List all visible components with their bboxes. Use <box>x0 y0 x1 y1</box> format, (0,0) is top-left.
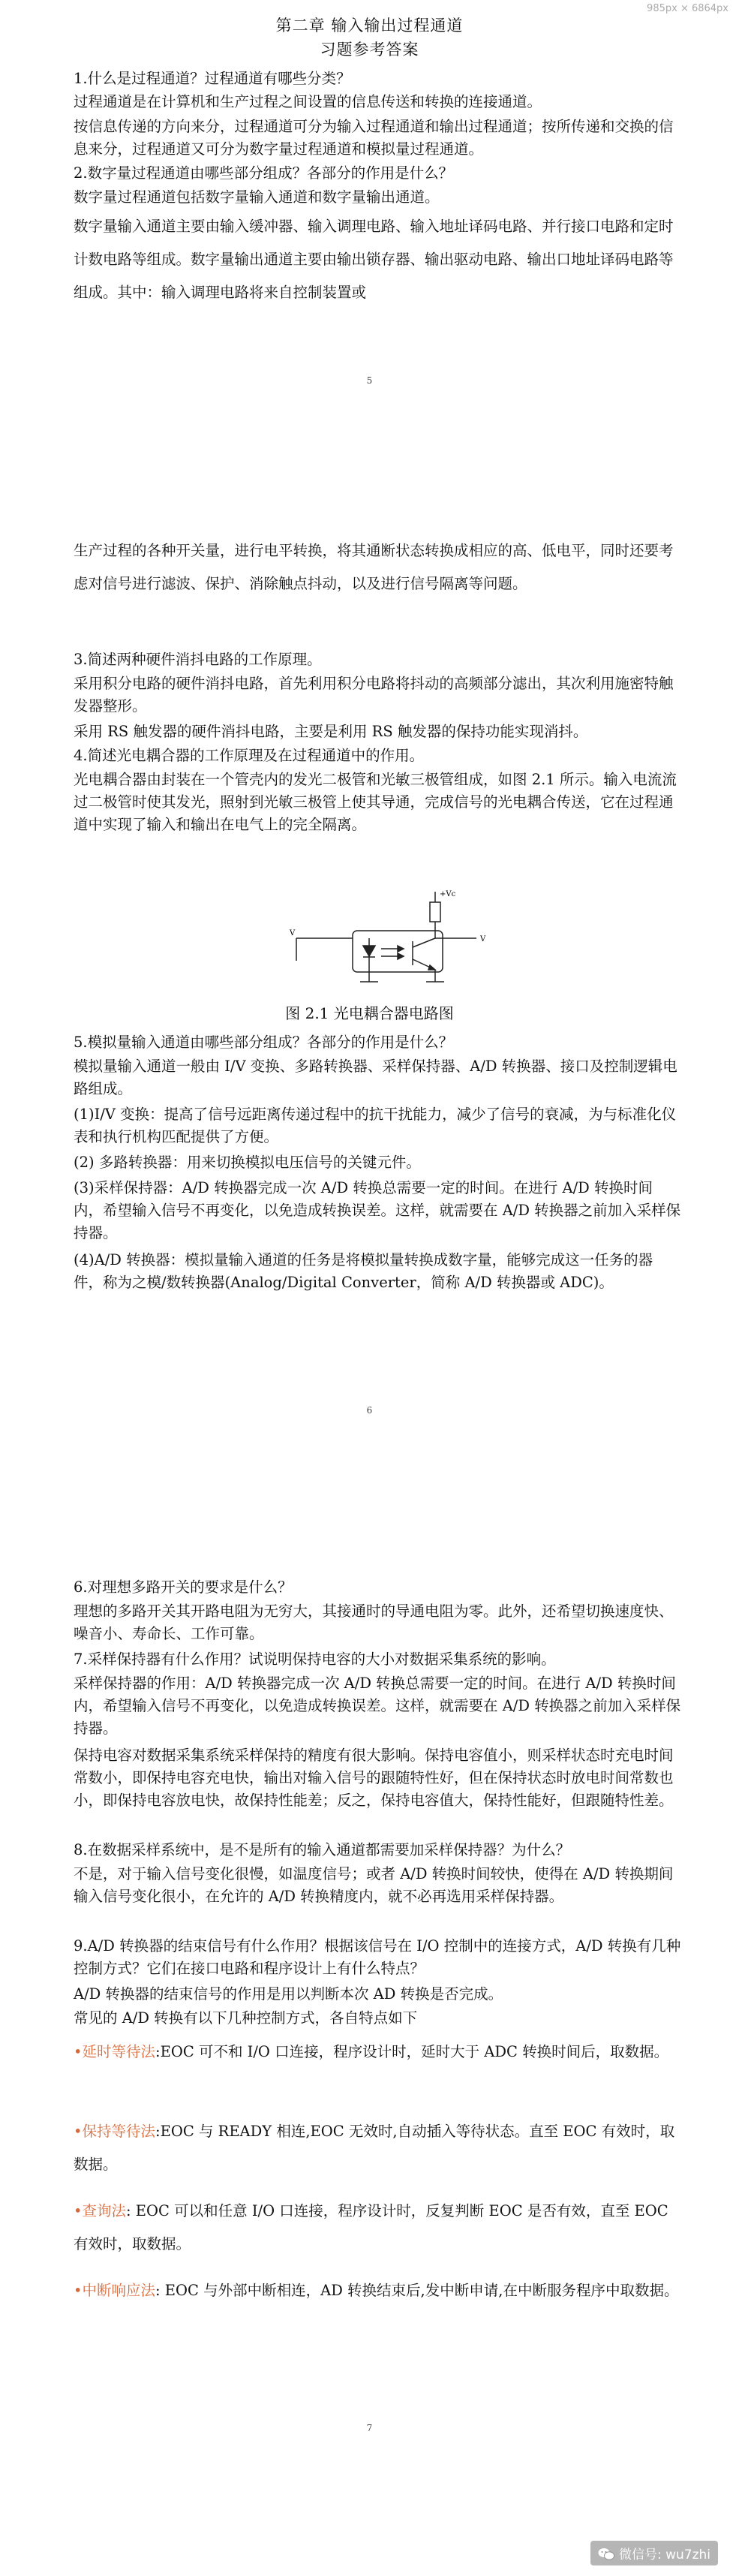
answer-5-item-1: (1)I/V 变换：提高了信号远距离传递过程中的抗干扰能力，减少了信号的衰减，为与标准化仪表和执行机构匹配提供了方便。 <box>74 1106 677 1145</box>
question-3: 3.简述两种硬件消抖电路的工作原理。 <box>74 651 322 668</box>
question-1: 1.什么是过程通道？过程通道有哪些分类？ <box>74 70 351 87</box>
answer-8: 不是，对于输入信号变化很慢，如温度信号；或者 A/D 转换时间较快，使得在 A/D 转换期间输入信号变化很小，在允许的 A/D 转换精度内，就不必再选用采样保持器。 <box>74 1865 674 1905</box>
bullet-text: : EOC 与外部中断相连，AD 转换结束后,发中断申请,在中断服务程序中取数据。 <box>155 2282 679 2299</box>
vi-label: V <box>290 929 296 937</box>
bullet-label: 中断响应法 <box>82 2282 156 2299</box>
page-number: 7 <box>366 2423 373 2433</box>
question-8: 8.在数据采样系统中，是不是所有的输入通道都需要加采样保持器？为什么？ <box>74 1841 571 1858</box>
image-size-badge: 985px × 6864px <box>647 3 728 14</box>
answer-3-2: 采用 RS 触发器的硬件消抖电路，主要是利用 RS 触发器的保持功能实现消抖。 <box>74 723 588 740</box>
bullet-label: 查询法 <box>82 2202 127 2219</box>
chapter-title: 第二章 输入输出过程通道 <box>275 17 464 35</box>
bullet-delay-wait <box>74 2036 681 2069</box>
wechat-watermark <box>590 2541 718 2565</box>
bullet-text: : EOC 可以和任意 I/O 口连接，程序设计时，反复判断 EOC 是否有效，直至 EOC 有效时，取数据。 <box>74 2202 668 2252</box>
answer-7-1: 采样保持器的作用：A/D 转换器完成一次 A/D 转换总需要一定的时间。在进行 A/D 转换时间内，希望输入信号不再变化，以免造成转换误差。这样，就需要在 A/D 转换器之前加入采样保持器。 <box>74 1675 681 1737</box>
answer-2-2: 数字量输入通道主要由输入缓冲器、输入调理电路、输入地址译码电路、并行接口电路和定时计数电路等组成。数字量输出通道主要由输出锁存器、输出驱动电路、输出口地址译码电路等组成。其中：输入调理电路将来自控制装置或 <box>74 218 674 301</box>
page-number: 5 <box>366 375 373 386</box>
continued-text: 生产过程的各种开关量，进行电平转换，将其通断状态转换成相应的高、低电平，同时还要考虑对信号进行滤波、保护、消除触点抖动，以及进行信号隔离等问题。 <box>74 542 674 592</box>
vcc-label: +Vc <box>440 890 456 898</box>
bullet-interrupt <box>74 2274 681 2307</box>
answer-7-2: 保持电容对数据采集系统采样保持的精度有很大影响。保持电容值小，则采样状态时充电时间常数小，即保持电容充电快，输出对输入信号的跟随特性好，但在保持状态时放电时间常数也小，即保持电容放电快，故保持性能差；反之，保持电容值大，保持性能好，但跟随特性差。 <box>74 1747 674 1809</box>
answer-4: 光电耦合器由封装在一个管壳内的发光二极管和光敏三极管组成，如图 2.1 所示。输入电流流过二极管时使其发光，照射到光敏三极管上使其导通，完成信号的光电耦合传送，它在过程通道中实现了输入和输出在电气上的完全隔离。 <box>74 771 677 833</box>
question-2: 2.数字量过程通道由哪些部分组成？各部分的作用是什么？ <box>74 164 454 182</box>
bullet-hold-wait <box>74 2115 681 2181</box>
answer-1-1: 过程通道是在计算机和生产过程之间设置的信息传送和转换的连接通道。 <box>74 93 542 110</box>
page-1 <box>0 0 739 420</box>
answer-5-item-2: (2) 多路转换器：用来切换模拟电压信号的关键元件。 <box>74 1154 421 1171</box>
bullet-icon: • <box>74 2043 83 2060</box>
answer-9-2: 常见的 A/D 转换有以下几种控制方式，各自特点如下 <box>74 2009 418 2027</box>
page-number: 6 <box>366 1405 373 1416</box>
answer-1-2: 按信息传递的方向来分，过程通道可分为输入过程通道和输出过程通道；按所传递和交换的信息来分，过程通道又可分为数字量过程通道和模拟量过程通道。 <box>74 118 674 158</box>
answer-9-1: A/D 转换器的结束信号的作用是用以判断本次 AD 转换是否完成。 <box>74 1985 503 2003</box>
bullet-label: 延时等待法 <box>82 2043 156 2060</box>
bullet-icon: • <box>74 2123 83 2140</box>
wechat-icon <box>598 2547 614 2561</box>
answer-5-item-3: (3)采样保持器：A/D 转换器完成一次 A/D 转换总需要一定的时间。在进行 A/D 转换时间内，希望输入信号不再变化，以免造成转换误差。这样，就需要在 A/D 转换器之前加入采样保持器。 <box>74 1179 681 1241</box>
answer-2-1: 数字量过程通道包括数字量输入通道和数字量输出通道。 <box>74 188 440 206</box>
bullet-icon: • <box>74 2202 83 2219</box>
question-7: 7.采样保持器有什么作用？试说明保持电容的大小对数据采集系统的影响。 <box>74 1651 556 1668</box>
question-9: 9.A/D 转换器的结束信号有什么作用？根据该信号在 I/O 控制中的连接方式，A/D 转换有几种控制方式？它们在接口电路和程序设计上有什么特点？ <box>74 1937 681 1977</box>
bullet-icon: • <box>74 2282 83 2299</box>
question-5: 5.模拟量输入通道由哪些部分组成？各部分的作用是什么？ <box>74 1034 454 1051</box>
bullet-label: 保持等待法 <box>82 2123 156 2140</box>
answer-6: 理想的多路开关其开路电阻为无穷大，其接通时的导通电阻为零。此外，还希望切换速度快、噪音小、寿命长、工作可靠。 <box>74 1602 674 1642</box>
answers-subtitle: 习题参考答案 <box>320 41 419 59</box>
question-4: 4.简述光电耦合器的工作原理及在过程通道中的作用。 <box>74 747 425 764</box>
optocoupler-circuit-diagram <box>285 886 503 995</box>
question-6: 6.对理想多路开关的要求是什么？ <box>74 1578 293 1596</box>
bullet-text: :EOC 可不和 I/O 口连接，程序设计时，延时大于 ADC 转换时间后，取数据。 <box>155 2043 669 2060</box>
answer-5: 模拟量输入通道一般由 I/V 变换、多路转换器、采样保持器、A/D 转换器、接口及控制逻辑电路组成。 <box>74 1058 677 1097</box>
bullet-text: :EOC 与 READY 相连,EOC 无效时,自动插入等待状态。直至 EOC 有效时，取数据。 <box>74 2123 675 2173</box>
bullet-polling <box>74 2195 681 2261</box>
watermark-text: 微信号: wu7zhi <box>618 2547 710 2562</box>
answer-3-1: 采用积分电路的硬件消抖电路，首先利用积分电路将抖动的高频部分滤出，其次利用施密特触发器整形。 <box>74 675 674 715</box>
figure-caption: 图 2.1 光电耦合器电路图 <box>285 1004 454 1022</box>
vo-label: V <box>480 935 486 943</box>
answer-5-item-4: (4)A/D 转换器：模拟量输入通道的任务是将模拟量转换成数字量，能够完成这一任务的器件，称为之模/数转换器(Analog/Digital Converter，简称 A/D 转换器或 ADC)。 <box>74 1251 653 1291</box>
